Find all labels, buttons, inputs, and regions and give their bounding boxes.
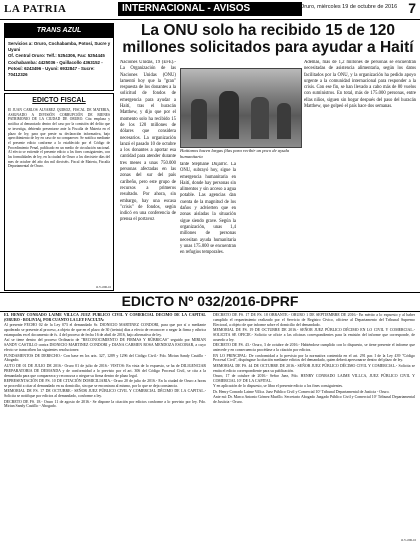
edicto-ref: O.V.-096-16 [401, 538, 416, 542]
edicto-fiscal-box [4, 93, 114, 291]
dateline: Oruro, miércoles 19 de octubre de 2016 [300, 4, 398, 10]
edicto-paragraph: FUNDAMENTOS DE DERECHO.- Con base en los arts. 327, 1289 y 1296 del Código Civil.- Fdo. Mirian Sandy Castillo - Abogado. [4, 353, 206, 363]
article-photo [180, 68, 302, 148]
edicto-paragraph: REPRESENTACIÓN DE FS. 10 DE CITACIÓN DOMICILIARIA.- Oruro 20 de julio de 2016.- En la ciudad de Oruro a horas se procedió a citar al demandado en su domicilio, sin que se encontrara al mismo, por lo que se deja constancia. [4, 378, 206, 388]
edicto-paragraph: Así se tiene dentro del proceso Ordinario de "RECONOCIMIENTO DE FIRMAS Y RÚBRICAS" seguido por MIRIAN SANDY CASTILLO contra DIONICIO MARTINEZ CONDORI y DIANA CARMEN ROSA MENDOZA ESCOBAR, a cuyo efecto se transcriben las siguientes resoluciones: [4, 338, 206, 353]
article-column-2b [242, 162, 298, 290]
ad-line: Cochabamba: 4425036 - Quillacollo 4363152 - [8, 59, 103, 65]
edicto-paragraph: AUTO DE 01 DE JULIO DE 2016.- Oruro 01 de julio de 2016.- VISTOS: En vista de lo expuesto, se ha de DILIGENCIAR PREPARATORIA DE DEMANDA y de conformidad a lo previsto por el art. 306 del Código Procesal Civil, se cita a la demandada para que comparezca y reconozca o niegue su firma dentro de plazo legal. [4, 363, 206, 378]
edicto-paragraph: EL HENRY CONRADO LAIME VILLCA JUEZ PÚBLICO CIVIL Y COMERCIAL DÉCIMO DE LA CAPITAL (ORURO - BOLIVIA), POR CUANTO LA LEY FACULTA: [4, 313, 206, 322]
article-column-1: Naciones Unidas, 19 (EFE).- La Organización de las Naciones Unidas (ONU) lamentó hoy que la "gran" respuesta de los donantes a la solicitud de fondos de emergencia para ayudar a Haití, tras el huracán Matthew, y dijo que por el momento solo ha recibido 15 de los 120 millones de dólares que considera necesarios. La organización lanzó el pasado 10 de octubre a los donantes a aportar esa cantidad para atender durante tres meses a unas 750.000 personas afectadas en las zonas del sur del país caribeño, pero este grupo de recursos a primeros resultado. Por ahora, sin embargo, hay una escasa "crisis" de fondos, según indicó en una conferencia de prensa el portavoz [120, 60, 176, 223]
left-column [4, 23, 114, 290]
edicto-fiscal-text: El JUAN CARLOS ÁLVAREZ QUIROZ, FISCAL DE MATERIA, ASIGNADO A DIVISIÓN CORRUPCIÓN DE BIENES PATRIMONIO DE LA CIUDAD DE ORURO. Cita emplaza y notifica al denunciado dentro del caso por la comisión del delito que se investiga, debiendo presentarse ante la Fiscalía de Materia en el plazo de ley, para que preste su declaración informativa, bajo apercibimiento de ley en caso de no comparecer. Se notifica mediante el presente edicto conforme a lo establecido por el Código de Procedimiento Penal, publicado en un medio de circulación nacional. Al efecto se extiende el presente edicto a los fines consiguientes, con las formalidades de ley, en la ciudad de Oruro a los diecisiete días del mes de octubre del año dos mil dieciséis. Fiscal de Materia, Fiscalía Departamental de Oruro. [8, 108, 110, 169]
photo-figure [277, 103, 291, 139]
edicto-paragraph: Al presente FECHO 02 de la Ley 073 el demandado Sr. DIONICIO MARTINEZ CONDORI, para que por sí o mediante apoderado se presente al proceso, a objeto de que en el plazo de 30 (treinta) días a efecto de reconocer o negar la firma y rúbrica estampadas en el documento de fs. 4 del proceso de fecha 16 de abril de 2016, bajo alternativa de ley. [4, 323, 206, 337]
photo-figure [219, 91, 239, 139]
section-divider [0, 311, 420, 312]
ad-brand: TRANS AZUL [5, 24, 113, 38]
header-rule [0, 19, 420, 20]
page-number: 7 [408, 0, 416, 16]
edicto-paragraph: MEMORIAL DE FS. 44 DE OCTUBRE DE 2016.- SEÑOR JUEZ PÚBLICO DÉCIMO CIVIL Y COMERCIAL.- Solicita se emita el edicto correspondiente para su publicación. [213, 363, 415, 373]
section-title: INTERNACIONAL - AVISOS [118, 2, 302, 16]
masthead: LA PATRIA [4, 3, 67, 15]
edicto-paragraph: Y en aplicación de lo dispuesto, se libra el presente edicto a los fines consiguientes. [213, 384, 343, 389]
ad-line: Servicios a: Oruro, Cochabamba, Potosí, Sucre y Uyuni [8, 41, 111, 53]
photo-figure [251, 97, 269, 139]
edicto-column-left [4, 313, 206, 544]
edicto-fiscal-ref: O.V.-096-16 [96, 285, 111, 289]
edicto-fiscal-title: EDICTO FISCAL [32, 97, 86, 104]
article-column-2a: tante Stephane Dujarric. La ONU, subrayó hoy, sigue la emergencia humanitaria en Haití, donde hay personas sin alimentos y sin acceso a agua potable. Las agencias dan cuenta de la magnitud de los daños y advierten que en zonas aisladas la situación sigue siendo grave. Según la organización, unas 1,4 millones de personas necesitan ayuda humanitaria y unas 175.000 se encuentran en refugios temporales. [180, 162, 236, 256]
edicto-column-right [213, 313, 415, 544]
edicto-paragraph: EN LO PRINCIPAL: De conformidad a lo previsto por la normativa contenida en el art. 291 par. I de la Ley 439 "Código Procesal Civil", dispóngase la citación mediante edictos del demandado, quien deberá apersonarse dentro del plazo de ley. [213, 353, 415, 363]
ad-line: Potosí: 6243496 - Uyuni: 6932847 - Sucre: 70412326 [8, 65, 95, 78]
edicto-paragraph: MEMORIAL DE FS. 17 DE OCTUBRE.- SEÑOR JUEZ PÚBLICO CIVIL Y COMERCIAL DÉCIMO DE LA CAPITAL.- Solicita se notifique por edictos al demandado, conforme a ley. [4, 389, 206, 399]
ad-line: Of. Central Oruro: Telf.: 5254306, Fax: 5254445 [8, 53, 105, 59]
edicto-paragraph: Dr. Henry Conrado Laime Villca. Juez Público Civil y Comercial 10º Tribunal Departamental de Justicia - Oruro. [213, 389, 390, 394]
trans-azul-ad [4, 23, 114, 91]
article-headline: La ONU solo ha recibido 15 de 120 millones solicitados para ayudar a Haití [122, 22, 414, 56]
edicto-title: EDICTO Nº 032/2016-DPRF [121, 293, 299, 309]
photo-caption: Haitianos hacen largas filas para recibir un poco de ayuda humanitaria [180, 148, 290, 159]
article-column-3: Además, más de 1,2 millones de personas se encuentran necesitadas de asistencia alimentaria, según los datos facilitados por la ONU, y la organización ha pedido apoyo urgente a la comunidad internacional para responder a la crisis. Con ese fin, se han llevado a cabo más de 80 vuelos con suministros. En total, más de 175.000 personas, entre ellas niños, siguen sin hogar después del paso del huracán Matthew, que golpeó el país hace dos semanas. [304, 60, 416, 110]
edicto-paragraph: Ante mí: Dr. Marco Antonio Gómez Murillo. Secretario Abogado Juzgado Público Civil y Comercial 10º Tribunal Departamental de Justicia - Oruro. [213, 395, 415, 405]
edicto-paragraph: DECRETO DE FS. 18.- Oruro 11 de agosto de 2016.- Se dispone la citación por edictos conforme a lo previsto por ley. Fdo. Mirian Sandy Castillo - Abogado. [4, 399, 206, 409]
photo-figure [191, 99, 207, 139]
edicto-paragraph: DECRETO DE FS. 17 DE FS. 18 OBRANTE.- ORURO 1 DE SEPTIEMBRE DE 2016.- En mérito a lo expuesto y al haber cumplido el requerimiento realizado por el Servicio de Registro Cívico, ofíciese al Departamento del Tribunal Supremo Electoral, a objeto de que informe sobre el domicilio del demandado. [213, 313, 415, 327]
edicto-paragraph: DECRETO DE FS. 43.- Oruro, 3 de octubre de 2016.- Habiéndose cumplido con lo dispuesto, se tiene presente el informe que antecede y en consecuencia procédase a la citación por edictos. [213, 343, 415, 353]
ad-lines [8, 41, 111, 78]
page-header [0, 0, 420, 22]
edicto-paragraph: MEMORIAL DE FS. 19 DE OCTUBRE DE 2016.- SEÑOR JUEZ PÚBLICO DÉCIMO EN LO CIVIL Y COMERCIAL.- SOLICITA SE OFICIE.- Solicito se oficie a las oficinas correspondientes para la emisión del informe que corresponde, de acuerdo a ley. [213, 328, 415, 342]
edicto-paragraph: Oruro, 17 de octubre de 2016.- Señor Juez, Fdo. HENRY CONRADO LAIME VILLCA, JUEZ PÚBLICO CIVIL Y COMERCIAL 10º DE LA CAPITAL. [213, 374, 415, 383]
